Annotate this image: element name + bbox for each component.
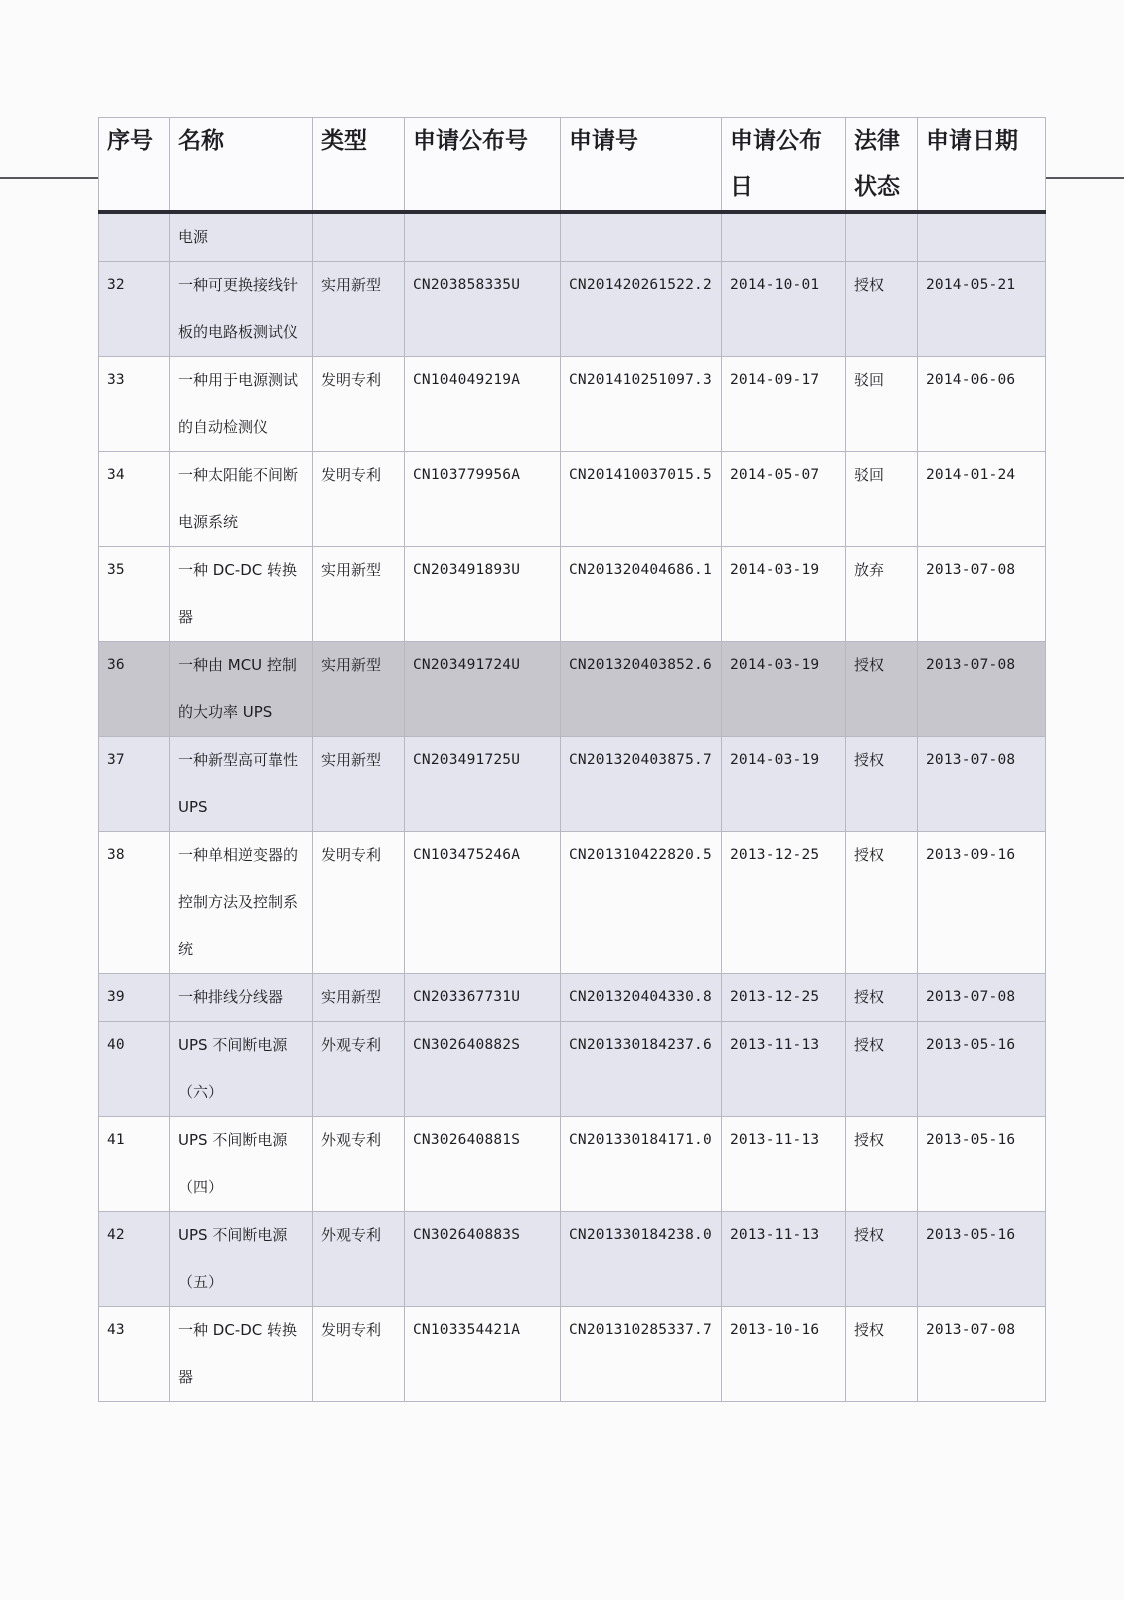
cell-name: 一种新型高可靠性 UPS — [170, 737, 313, 832]
cell-app-no: CN201410251097.3 — [561, 357, 722, 452]
cell-pub-no: CN103475246A — [405, 832, 561, 974]
cell-app-date: 2013-09-16 — [918, 832, 1046, 974]
table-body — [99, 212, 1046, 1402]
cell-status: 授权 — [846, 832, 918, 974]
cell-status — [846, 212, 918, 262]
cell-status: 授权 — [846, 1307, 918, 1402]
cell-status: 授权 — [846, 737, 918, 832]
cell-app-no: CN201320404686.1 — [561, 547, 722, 642]
cell-pub-no: CN203491725U — [405, 737, 561, 832]
cell-name: UPS 不间断电源（四） — [170, 1117, 313, 1212]
cell-pub-no: CN203858335U — [405, 262, 561, 357]
cell-app-no: CN201330184237.6 — [561, 1022, 722, 1117]
cell-pub-date: 2013-10-16 — [722, 1307, 846, 1402]
cell-app-date: 2013-07-08 — [918, 1307, 1046, 1402]
cell-app-date: 2013-05-16 — [918, 1022, 1046, 1117]
cell-pub-date: 2014-03-19 — [722, 737, 846, 832]
cell-pub-date: 2013-11-13 — [722, 1022, 846, 1117]
cell-name: 一种 DC-DC 转换器 — [170, 547, 313, 642]
table-header — [99, 118, 1046, 213]
cell-pub-date: 2014-05-07 — [722, 452, 846, 547]
cell-app-date: 2014-01-24 — [918, 452, 1046, 547]
cell-name: 一种 DC-DC 转换器 — [170, 1307, 313, 1402]
cell-type: 实用新型 — [313, 547, 405, 642]
cell-type: 发明专利 — [313, 832, 405, 974]
cell-seq: 35 — [99, 547, 170, 642]
cell-type: 实用新型 — [313, 262, 405, 357]
cell-name: UPS 不间断电源（五） — [170, 1212, 313, 1307]
cell-pub-no: CN302640883S — [405, 1212, 561, 1307]
cell-app-date: 2013-07-08 — [918, 642, 1046, 737]
table-row — [99, 642, 1046, 737]
cell-type — [313, 212, 405, 262]
cell-app-date: 2013-05-16 — [918, 1117, 1046, 1212]
cell-name: 一种单相逆变器的控制方法及控制系统 — [170, 832, 313, 974]
cell-status: 授权 — [846, 642, 918, 737]
cell-pub-date: 2014-03-19 — [722, 642, 846, 737]
cell-seq: 42 — [99, 1212, 170, 1307]
cell-status: 放弃 — [846, 547, 918, 642]
cell-app-no: CN201320403852.6 — [561, 642, 722, 737]
cell-seq: 34 — [99, 452, 170, 547]
header-status: 法律状态 — [846, 118, 918, 213]
cell-seq: 40 — [99, 1022, 170, 1117]
cell-app-date: 2013-07-08 — [918, 737, 1046, 832]
table-row-continuation — [99, 212, 1046, 262]
cell-pub-date: 2013-12-25 — [722, 974, 846, 1022]
table-row — [99, 1307, 1046, 1402]
cell-type: 实用新型 — [313, 974, 405, 1022]
cell-pub-no: CN104049219A — [405, 357, 561, 452]
cell-name: UPS 不间断电源（六） — [170, 1022, 313, 1117]
patent-table — [98, 117, 1046, 1402]
cell-name: 一种排线分线器 — [170, 974, 313, 1022]
cell-seq: 36 — [99, 642, 170, 737]
table-row — [99, 737, 1046, 832]
cell-app-no — [561, 212, 722, 262]
cell-seq: 32 — [99, 262, 170, 357]
table-row — [99, 1212, 1046, 1307]
cell-seq: 43 — [99, 1307, 170, 1402]
cell-app-date: 2014-06-06 — [918, 357, 1046, 452]
header-pub-date: 申请公布日 — [722, 118, 846, 213]
cell-pub-date: 2013-11-13 — [722, 1117, 846, 1212]
cell-app-no: CN201320404330.8 — [561, 974, 722, 1022]
cell-status: 驳回 — [846, 452, 918, 547]
cell-pub-no: CN302640881S — [405, 1117, 561, 1212]
cell-pub-date — [722, 212, 846, 262]
cell-pub-no — [405, 212, 561, 262]
cell-pub-no: CN302640882S — [405, 1022, 561, 1117]
cell-app-no: CN201330184238.0 — [561, 1212, 722, 1307]
cell-type: 外观专利 — [313, 1212, 405, 1307]
cell-status: 驳回 — [846, 357, 918, 452]
cell-pub-no: CN203491724U — [405, 642, 561, 737]
table-row — [99, 262, 1046, 357]
cell-status: 授权 — [846, 1117, 918, 1212]
cell-name: 一种太阳能不间断电源系统 — [170, 452, 313, 547]
cell-pub-date: 2014-03-19 — [722, 547, 846, 642]
cell-status: 授权 — [846, 1212, 918, 1307]
header-app-no: 申请号 — [561, 118, 722, 213]
table-row — [99, 974, 1046, 1022]
header-seq: 序号 — [99, 118, 170, 213]
cell-type: 实用新型 — [313, 737, 405, 832]
header-app-date: 申请日期 — [918, 118, 1046, 213]
cell-seq: 33 — [99, 357, 170, 452]
cell-pub-date: 2014-10-01 — [722, 262, 846, 357]
table-row — [99, 452, 1046, 547]
cell-seq: 39 — [99, 974, 170, 1022]
cell-app-no: CN201420261522.2 — [561, 262, 722, 357]
cell-pub-date: 2013-11-13 — [722, 1212, 846, 1307]
header-pub-no: 申请公布号 — [405, 118, 561, 213]
cell-seq: 41 — [99, 1117, 170, 1212]
cell-status: 授权 — [846, 974, 918, 1022]
cell-app-date: 2014-05-21 — [918, 262, 1046, 357]
cell-type: 发明专利 — [313, 452, 405, 547]
cell-status: 授权 — [846, 262, 918, 357]
cell-pub-date: 2013-12-25 — [722, 832, 846, 974]
cell-seq: 38 — [99, 832, 170, 974]
cell-name: 电源 — [170, 212, 313, 262]
header-row — [99, 118, 1046, 213]
header-type: 类型 — [313, 118, 405, 213]
cell-type: 实用新型 — [313, 642, 405, 737]
cell-type: 发明专利 — [313, 357, 405, 452]
cell-app-no: CN201320403875.7 — [561, 737, 722, 832]
cell-name: 一种用于电源测试的自动检测仪 — [170, 357, 313, 452]
table-row — [99, 1117, 1046, 1212]
cell-name: 一种由 MCU 控制的大功率 UPS — [170, 642, 313, 737]
cell-app-no: CN201310285337.7 — [561, 1307, 722, 1402]
cell-app-no: CN201330184171.0 — [561, 1117, 722, 1212]
cell-pub-date: 2014-09-17 — [722, 357, 846, 452]
cell-app-date: 2013-05-16 — [918, 1212, 1046, 1307]
cell-type: 外观专利 — [313, 1022, 405, 1117]
cell-type: 发明专利 — [313, 1307, 405, 1402]
table-row — [99, 1022, 1046, 1117]
cell-pub-no: CN103354421A — [405, 1307, 561, 1402]
cell-app-date — [918, 212, 1046, 262]
cell-pub-no: CN203367731U — [405, 974, 561, 1022]
cell-seq: 37 — [99, 737, 170, 832]
cell-pub-no: CN203491893U — [405, 547, 561, 642]
cell-pub-no: CN103779956A — [405, 452, 561, 547]
cell-app-date: 2013-07-08 — [918, 974, 1046, 1022]
cell-app-no: CN201310422820.5 — [561, 832, 722, 974]
cell-app-date: 2013-07-08 — [918, 547, 1046, 642]
cell-status: 授权 — [846, 1022, 918, 1117]
table-row — [99, 357, 1046, 452]
cell-name: 一种可更换接线针板的电路板测试仪 — [170, 262, 313, 357]
table-row — [99, 832, 1046, 974]
table-row — [99, 547, 1046, 642]
cell-seq — [99, 212, 170, 262]
header-name: 名称 — [170, 118, 313, 213]
cell-app-no: CN201410037015.5 — [561, 452, 722, 547]
cell-type: 外观专利 — [313, 1117, 405, 1212]
